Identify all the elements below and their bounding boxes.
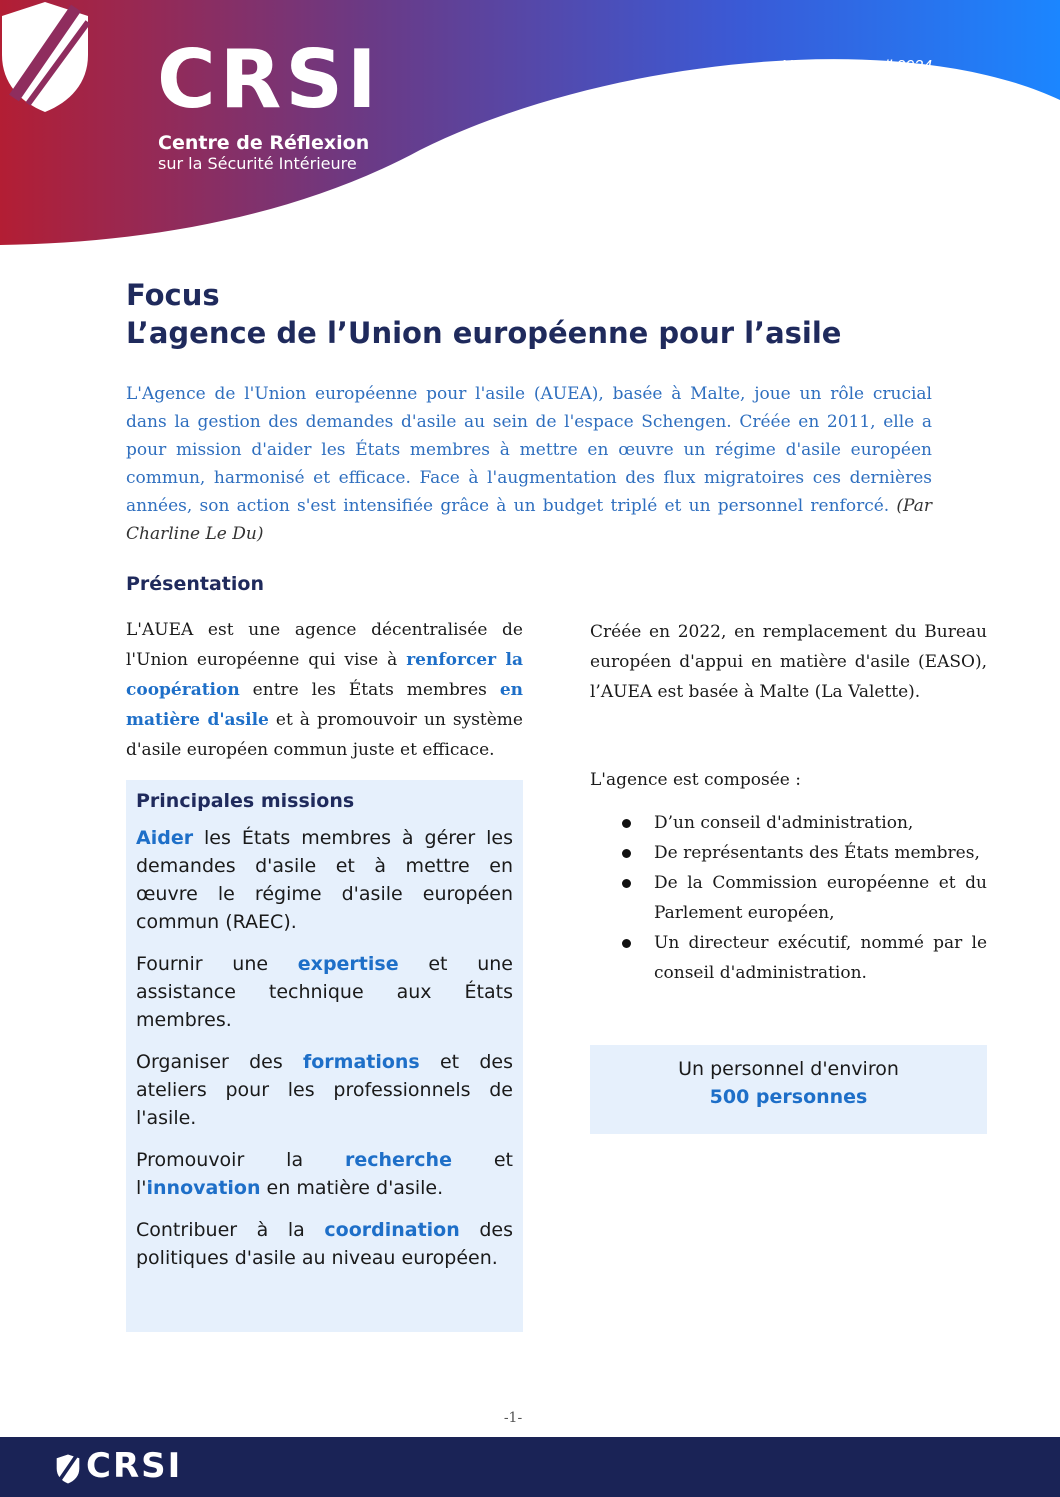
- shield-logo-icon: [0, 0, 90, 114]
- missions-box: [126, 780, 523, 1332]
- presentation-text-2: entre les États membres: [239, 680, 500, 700]
- list-item: [590, 928, 987, 988]
- created-paragraph: Créée en 2022, en remplacement du Bureau européen d'appui en matière d'asile (EASO), l’AUEA est basée à Malte (La Valette).: [590, 622, 987, 702]
- mission-item: [136, 1048, 513, 1132]
- staff-callout: [590, 1045, 987, 1134]
- mission-text: les États membres à gérer les demandes d'asile et à mettre en œuvre le régime d'asile européen commun (RAEC).: [136, 827, 513, 933]
- list-item-text: D’un conseil d'administration,: [654, 813, 914, 833]
- composition-list: [590, 808, 987, 988]
- mission-highlight: formations: [302, 1051, 420, 1073]
- bullet-icon: [622, 939, 631, 948]
- list-item-text: De la Commission européenne et du Parlement européen,: [654, 873, 987, 923]
- presentation-text-3: et à promouvoir un système d'asile européen commun juste et efficace.: [126, 710, 523, 760]
- mission-text: et l': [136, 1149, 513, 1199]
- note-date: Note du 11 avril 2024: [781, 58, 932, 75]
- bullet-icon: [622, 849, 631, 858]
- page-number: -1-: [503, 1410, 523, 1426]
- intro-text: L'Agence de l'Union européenne pour l'asile (AUEA), basée à Malte, joue un rôle crucial dans la gestion des demandes d'asile au sein de l'espace Schengen. Créée en 2011, elle a pour mission d'aider les États membres à mettre en œuvre un régime d'asile européen commun, harmonisé et efficace. Face à l'augmentation des flux migratoires ces dernières années, son action s'est intensifiée grâce à un budget triplé et un personnel renforcé.: [126, 384, 932, 516]
- list-item: [590, 838, 987, 868]
- list-item: [590, 868, 987, 928]
- list-item: [590, 808, 987, 838]
- mission-highlight: coordination: [324, 1219, 460, 1241]
- mission-item: [136, 824, 513, 936]
- composed-heading: L'agence est composée :: [590, 770, 801, 790]
- mission-highlight: recherche: [344, 1149, 452, 1171]
- list-item-text: De représentants des États membres,: [654, 843, 980, 863]
- mission-highlight: expertise: [297, 953, 399, 975]
- mission-text: des politiques d'asile au niveau européen.: [136, 1219, 513, 1269]
- mission-text: Organiser des: [136, 1051, 303, 1073]
- logo-text: CRSI: [157, 33, 381, 126]
- bullet-icon: [622, 819, 631, 828]
- mission-text: Promouvoir la: [136, 1149, 345, 1171]
- footer-logo-text: CRSI: [86, 1446, 183, 1486]
- bullet-icon: [622, 879, 631, 888]
- page-footer: [0, 1437, 1060, 1497]
- mission-text: Contribuer à la: [136, 1219, 325, 1241]
- staff-label: Un personnel d'environ: [678, 1058, 899, 1080]
- mission-highlight: innovation: [146, 1177, 261, 1199]
- logo-subtitle-2: sur la Sécurité Intérieure: [158, 154, 357, 173]
- mission-text: Fournir une: [136, 953, 298, 975]
- missions-title: Principales missions: [136, 790, 355, 812]
- section-title-presentation: Présentation: [126, 573, 264, 595]
- intro-author: (Par Charline Le Du): [126, 496, 932, 544]
- page-title: L’agence de l’Union européenne pour l’asile: [126, 316, 842, 350]
- list-item-text: Un directeur exécutif, nommé par le conseil d'administration.: [654, 933, 987, 983]
- mission-text: et des ateliers pour les professionnels de l'asile.: [136, 1051, 513, 1129]
- presentation-paragraph: [126, 615, 523, 765]
- footer-shield-icon: [55, 1454, 81, 1484]
- mission-text: en matière d'asile.: [260, 1177, 444, 1199]
- intro-paragraph: [126, 380, 932, 548]
- logo-subtitle-1: Centre de Réflexion: [158, 132, 370, 154]
- staff-value: 500 personnes: [709, 1086, 868, 1108]
- highlight-asile: en matière d'asile: [126, 680, 523, 730]
- mission-item: [136, 950, 513, 1034]
- mission-item: [136, 1146, 513, 1202]
- highlight-renforcer: renforcer la coopération: [126, 650, 523, 700]
- mission-highlight: Aider: [136, 827, 194, 849]
- mission-text: et une assistance technique aux États membres.: [136, 953, 513, 1031]
- mission-item: [136, 1216, 513, 1272]
- title-kicker: Focus: [126, 278, 220, 312]
- presentation-text-1: L'AUEA est une agence décentralisée de l'Union européenne qui vise à: [126, 620, 523, 670]
- page-header: [0, 0, 1060, 250]
